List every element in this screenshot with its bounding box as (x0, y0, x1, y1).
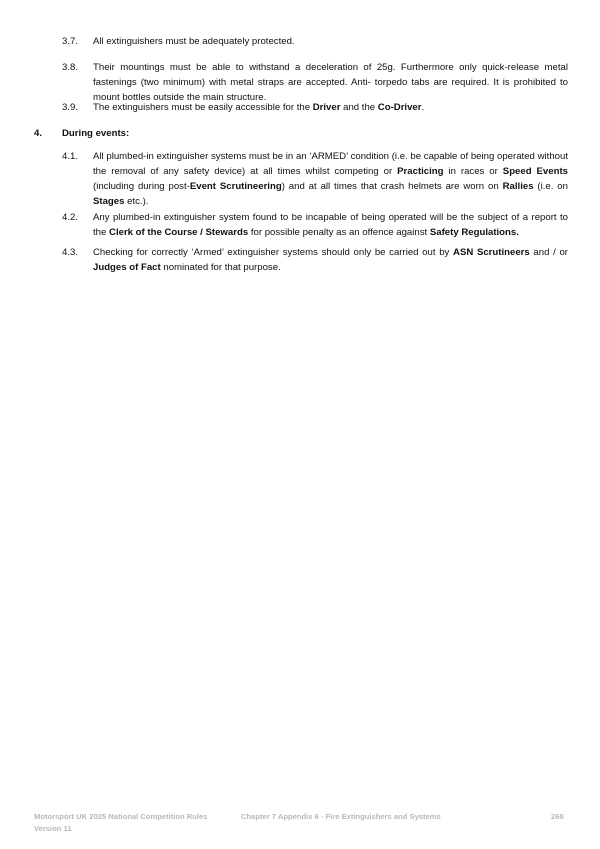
clause-4-2 (62, 210, 568, 240)
clause-text (93, 245, 568, 275)
clause-4-1 (62, 149, 568, 209)
defined-term: Event Scrutineering (189, 181, 282, 192)
clause-text (93, 34, 568, 49)
text-run: Their mountings must be able to withstand a deceleration of 25g. Furthermore only quick-release metal fastenings (two minimum) with metal straps are accepted. Anti- torpedo tabs are required. It is prohibited to mount bottles outside the main structure. (93, 62, 568, 103)
clause-3-8 (62, 60, 568, 105)
footer-page-number: 268 (551, 812, 564, 821)
clause-number: 4.2. (62, 212, 79, 223)
defined-term: Co-Driver (377, 102, 422, 113)
section-number: 4. (34, 128, 43, 139)
clause-number: 3.9. (62, 102, 79, 113)
footer-chapter: Chapter 7 Appendix 6 - Fire Extinguishers and Systems (241, 812, 441, 821)
defined-term: Safety Regulations. (429, 227, 519, 238)
clause-text (93, 210, 568, 240)
text-run: Any plumbed-in extinguisher system found to be incapable of being operated will be the subject of a report to the (93, 212, 568, 238)
clause-number: 4.1. (62, 151, 79, 162)
defined-term: Practicing (397, 166, 444, 177)
clause-3-7 (62, 34, 568, 49)
text-run: and the (340, 102, 378, 113)
clause-number: 3.7. (62, 36, 79, 47)
text-run: All extinguishers must be adequately protected. (93, 36, 295, 47)
defined-term: Stages (93, 196, 125, 207)
text-run: (including during post- (93, 181, 190, 192)
defined-term: Rallies (502, 181, 534, 192)
clause-text (93, 149, 568, 209)
defined-term: ASN Scrutineers (453, 247, 530, 258)
clause-4-3 (62, 245, 568, 275)
section-title: During events: (62, 128, 130, 139)
defined-term: Clerk of the Course / Stewards (109, 227, 249, 238)
text-run: . (421, 102, 425, 113)
clause-number: 3.8. (62, 62, 79, 73)
text-run: The extinguishers must be easily accessible for the (93, 102, 313, 113)
defined-term: Driver (312, 102, 341, 113)
defined-term: Judges of Fact (93, 262, 161, 273)
text-run: nominated for that purpose. (160, 262, 281, 273)
clause-text (93, 100, 568, 115)
footer-version: Version 11 (34, 824, 72, 833)
text-run: ) and at all times that crash helmets are worn on (281, 181, 503, 192)
text-run: (i.e. on (533, 181, 568, 192)
defined-term: Speed Events (502, 166, 568, 177)
footer-rules-name: Motorsport UK 2025 National Competition Rules (34, 812, 208, 821)
section-heading (34, 126, 129, 141)
text-run: All plumbed-in extinguisher systems must be in an ‘ARMED’ condition (i.e. be capable of being operated without the removal of any safety device) at all times whilst competing or (93, 151, 568, 177)
text-run: etc.). (124, 196, 149, 207)
text-run: Checking for correctly ‘Armed’ extinguisher systems should only be carried out by (93, 247, 454, 258)
text-run: in races or (443, 166, 503, 177)
clause-number: 4.3. (62, 247, 79, 258)
text-run: for possible penalty as an offence against (248, 227, 430, 238)
footer-rules-title (34, 811, 207, 835)
clause-text (93, 60, 568, 105)
clause-3-9 (62, 100, 568, 115)
text-run: and / or (529, 247, 568, 258)
